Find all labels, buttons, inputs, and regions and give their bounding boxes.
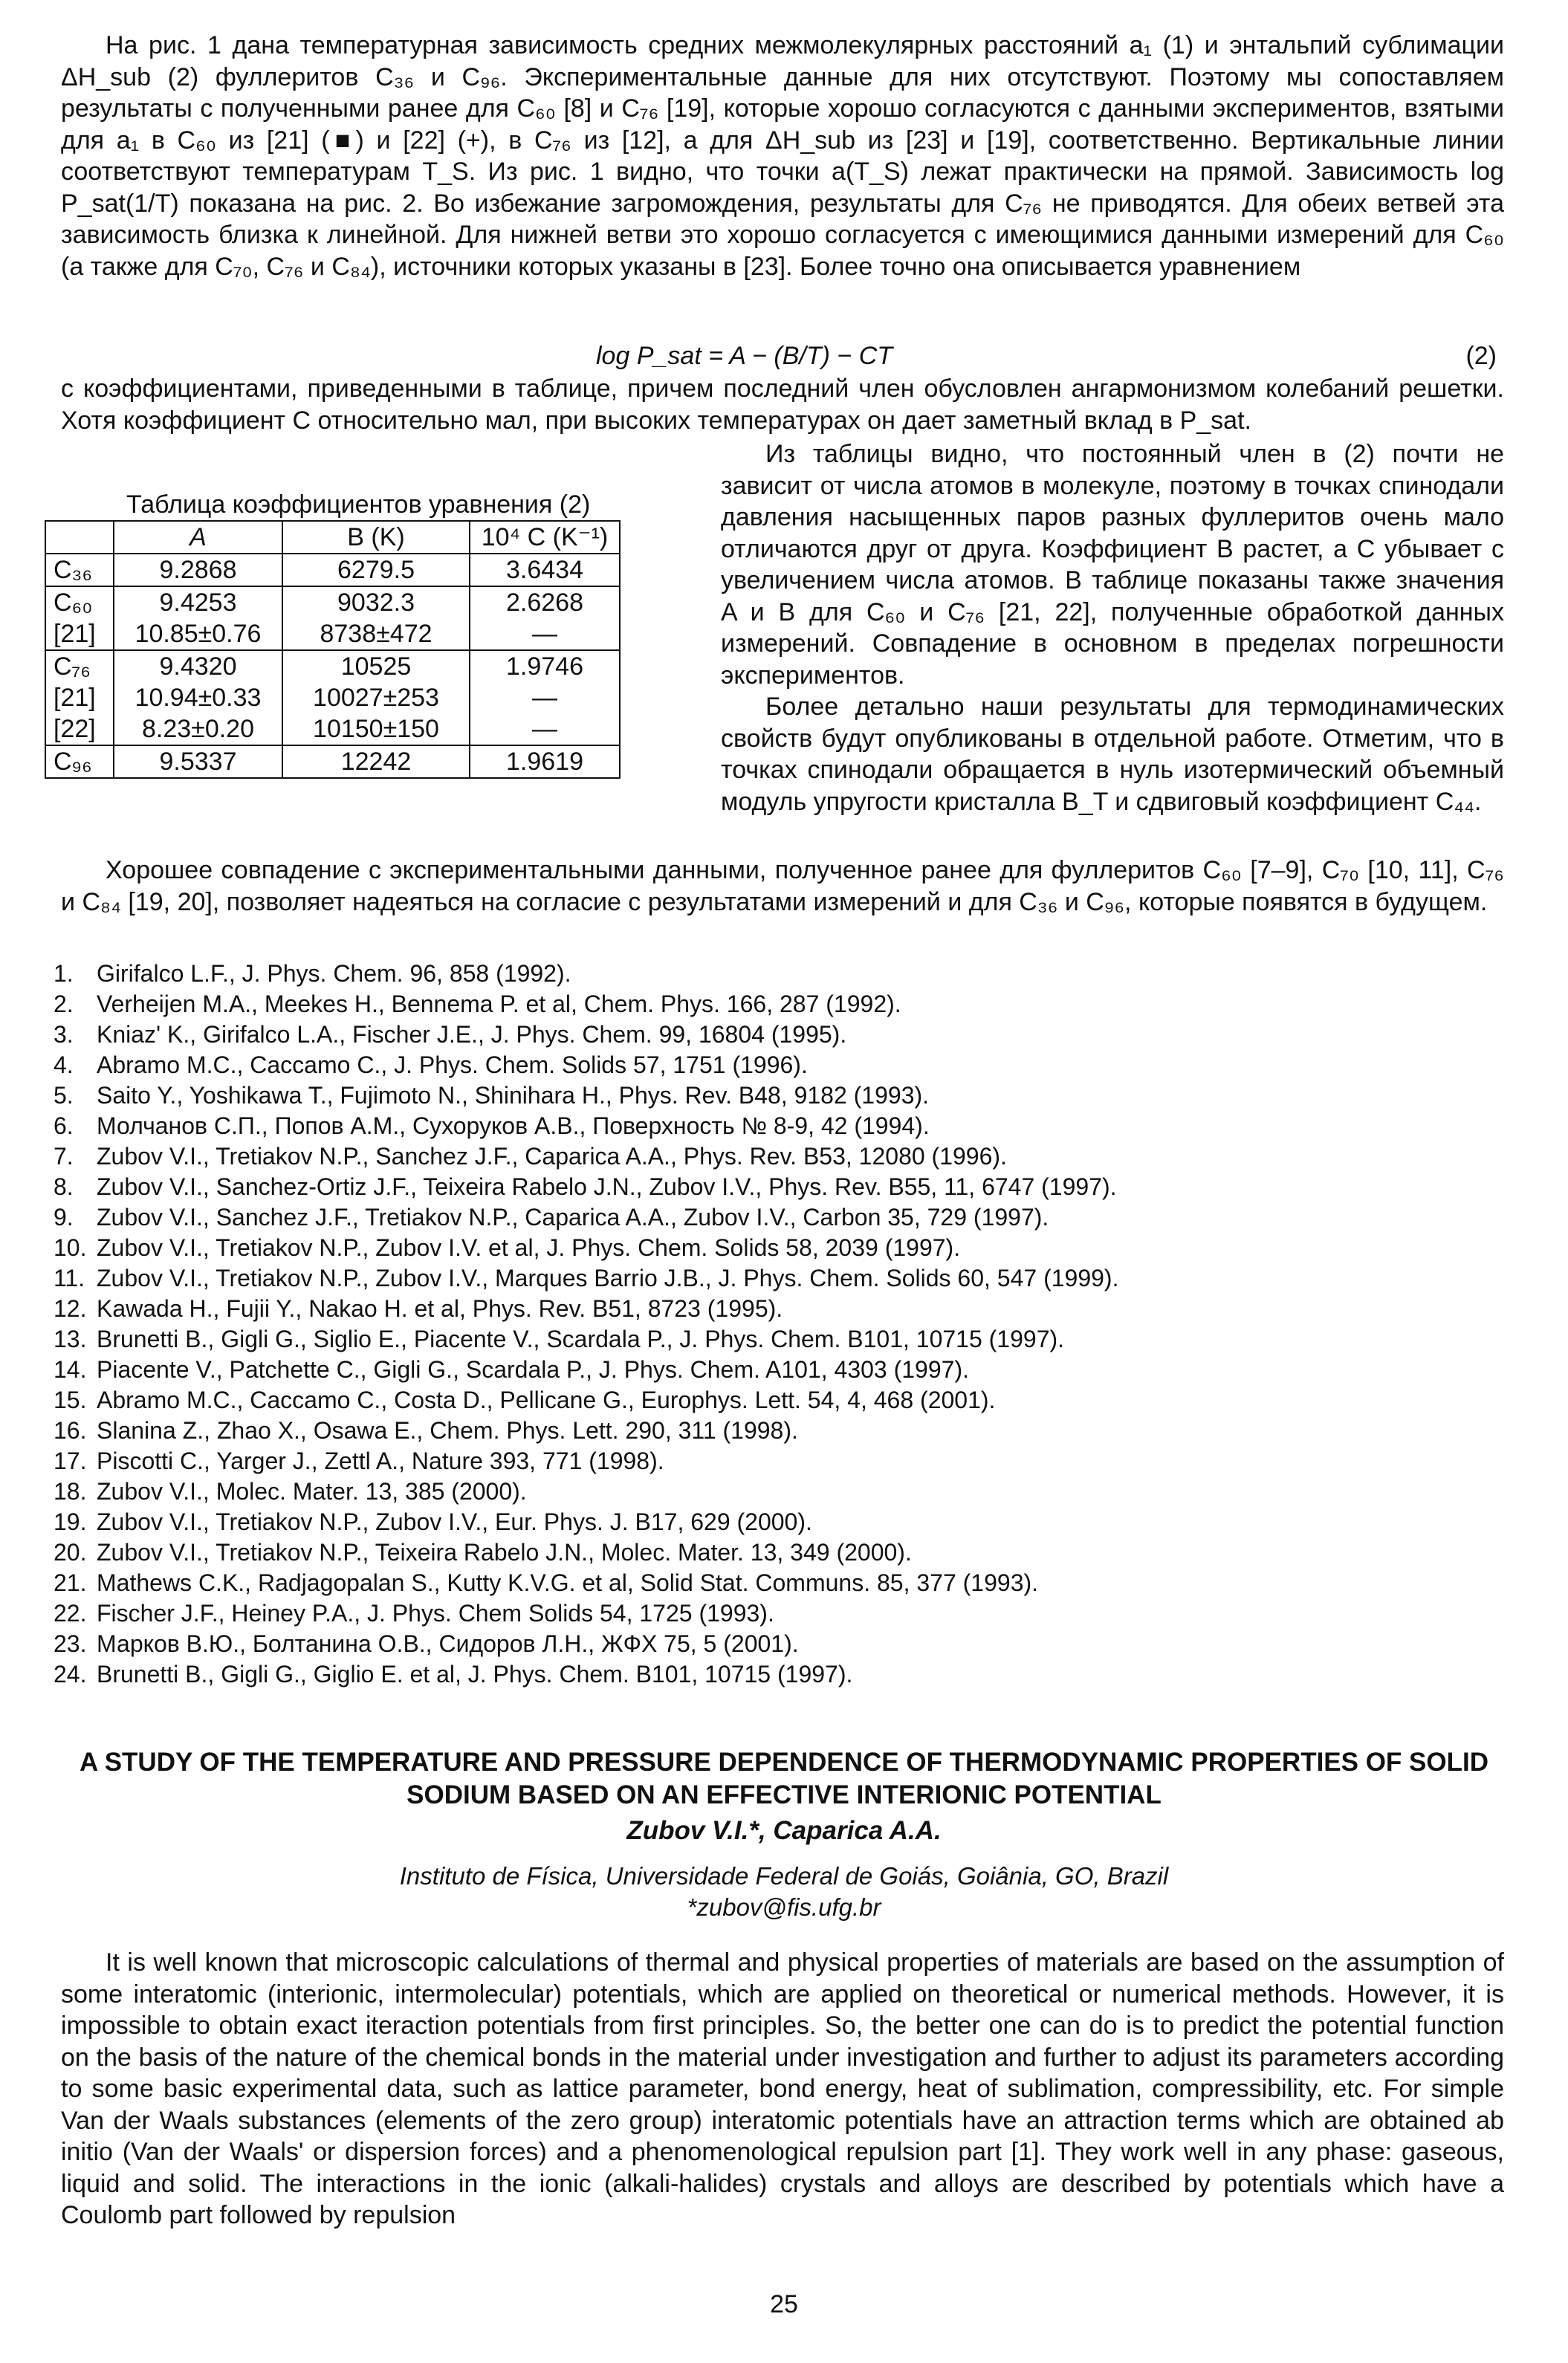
list-item: 18. Zubov V.I., Molec. Mater. 13, 385 (2000). [54,1478,527,1505]
page-number: 25 [770,2290,798,2318]
coefficients-table [45,520,621,779]
table-cell: C₉₆ [45,745,114,778]
list-item: 13. Brunetti B., Gigli G., Siglio E., Piacente V., Scardala P., J. Phys. Chem. B101, 10715 (1997). [54,1326,1065,1352]
table-cell: 9.4320 [114,650,282,682]
table-cell: 12242 [282,745,470,778]
list-item: 2. Verheijen M.A., Meekes H., Bennema P. et al, Chem. Phys. 166, 287 (1992). [54,991,901,1017]
reference-list [54,959,1118,1690]
list-item: 22. Fischer J.F., Heiney P.A., J. Phys. Chem Solids 54, 1725 (1993). [54,1600,774,1627]
affiliation-text: Instituto de Física, Universidade Federal de Goiás, Goiânia, GO, Brazil [399,1862,1169,1890]
table-cell: [21] [45,682,114,713]
table-cell: 8.23±0.20 [114,713,282,745]
list-item: 11. Zubov V.I., Tretiakov N.P., Zubov I.V., Marques Barrio J.B., J. Phys. Chem. Solids 60, 547 (1999). [54,1265,1119,1291]
list-item: 17. Piscotti C., Yarger J., Zettl A., Nature 393, 771 (1998). [54,1448,664,1474]
list-item: 10. Zubov V.I., Tretiakov N.P., Zubov I.V. et al, J. Phys. Chem. Solids 58, 2039 (1997). [54,1234,961,1261]
list-item: 20. Zubov V.I., Tretiakov N.P., Teixeira Rabelo J.N., Molec. Mater. 13, 349 (2000). [54,1539,912,1566]
table-cell: 9.4253 [114,586,282,618]
table-cell: 10150±150 [282,713,470,745]
table-cell: 2.6268 [470,586,620,618]
table-row [45,618,620,650]
list-item: 6. Молчанов С.П., Попов А.М., Сухоруков А.В., Поверхность № 8-9, 42 (1994). [54,1112,930,1139]
table-cell: 9.5337 [114,745,282,778]
list-item: 15. Abramo M.C., Caccamo C., Costa D., Pellicane G., Europhys. Lett. 54, 4, 468 (2001). [54,1387,996,1413]
table-cell: 3.6434 [470,554,620,586]
table-cell: C₇₆ [45,650,114,682]
table-row [45,713,620,745]
table-cell: [22] [45,713,114,745]
table-header-row [45,521,620,554]
table-cell: 9032.3 [282,586,470,618]
list-item: 19. Zubov V.I., Tretiakov N.P., Zubov I.V., Eur. Phys. J. B17, 629 (2000). [54,1508,812,1535]
table-cell: — [470,713,620,745]
list-item: 21. Mathews C.K., Radjagopalan S., Kutty K.V.G. et al, Solid Stat. Communs. 85, 377 (1993). [54,1569,1039,1596]
table-caption: Таблица коэффициентов уравнения (2) [126,490,591,519]
table-cell: [21] [45,618,114,650]
paragraph-after-equation: с коэффициентами, приведенными в таблице, причем последний член обусловлен ангармонизмом колебаний решетки. Хотя коэффициент C относительно мал, при высоких температурах он дает заметный вклад в P_sat. [61,375,1504,435]
table-cell: 6279.5 [282,554,470,586]
table-row [45,554,620,586]
table-cell: 1.9619 [470,745,620,778]
table-header-cell: A [114,521,282,554]
table-row [45,745,620,778]
table-header-cell: B (K) [282,521,470,554]
equation: log P_sat = A − (B/T) − CT [596,342,893,370]
list-item: 4. Abramo M.C., Caccamo C., J. Phys. Chem. Solids 57, 1751 (1996). [54,1051,808,1078]
equation-number: (2) [1465,342,1497,370]
table-cell: 10.85±0.76 [114,618,282,650]
article-affiliation [0,1861,1568,1923]
table-cell: 10525 [282,650,470,682]
table-cell: 10027±253 [282,682,470,713]
list-item: 7. Zubov V.I., Tretiakov N.P., Sanchez J.F., Caparica A.A., Phys. Rev. B53, 12080 (1996). [54,1143,1007,1170]
list-item: 24. Brunetti B., Gigli G., Giglio E. et al, J. Phys. Chem. B101, 10715 (1997). [54,1661,853,1688]
author-email: *zubov@fis.ufg.br [687,1893,881,1921]
table-cell: — [470,682,620,713]
table-cell: — [470,618,620,650]
list-item: 8. Zubov V.I., Sanchez-Ortiz J.F., Teixeira Rabelo J.N., Zubov I.V., Phys. Rev. B55, 11, 6747 (1997). [54,1173,1117,1200]
list-item: 1. Girifalco L.F., J. Phys. Chem. 96, 858 (1992). [54,960,571,987]
list-item: 5. Saito Y., Yoshikawa T., Fujimoto N., Shinihara H., Phys. Rev. B48, 9182 (1993). [54,1082,930,1109]
list-item: 16. Slanina Z., Zhao X., Osawa E., Chem. Phys. Lett. 290, 311 (1998). [54,1417,798,1444]
list-item: 9. Zubov V.I., Sanchez J.F., Tretiakov N.P., Caparica A.A., Zubov I.V., Carbon 35, 729 (1997). [54,1204,1049,1231]
table-cell: 1.9746 [470,650,620,682]
list-item: 23. Марков В.Ю., Болтанина О.В., Сидоров Л.Н., ЖФХ 75, 5 (2001). [54,1630,799,1657]
list-item: 14. Piacente V., Patchette C., Gigli G., Scardala P., J. Phys. Chem. A101, 4303 (1997). [54,1356,969,1383]
table-cell: 10.94±0.33 [114,682,282,713]
list-item: 3. Kniaz' K., Girifalco L.A., Fischer J.E., J. Phys. Chem. 99, 16804 (1995). [54,1021,847,1048]
table-row [45,682,620,713]
table-cell: C₆₀ [45,586,114,618]
table-row [45,650,620,682]
table-cell: C₃₆ [45,554,114,586]
table-cell: 8738±472 [282,618,470,650]
list-item: 12. Kawada H., Fujii Y., Nakao H. et al, Phys. Rev. B51, 8723 (1995). [54,1295,783,1322]
abstract: It is well known that microscopic calculations of thermal and physical properties of materials are based on the assumption of some interatomic (interionic, intermolecular) potentials, which are applied on theoretical or numerical methods. However, it is impossible to obtain exact iteraction potentials from first principles. So, the better one can do is to predict the potential function on the basis of the nature of the chemical bonds in the material under investigation and further to adjust its parameters according to some basic experimental data, such as lattice parameter, bond energy, heat of sublimation, compressibility, etc. For simple Van der Waals substances (elements of the zero group) interatomic potentials have an attraction terms which are obtained ab initio (Van der Waals' or dispersion forces) and a phenomenological repulsion part [1]. They work well in any phase: gaseous, liquid and solid. The interactions in the ionic (alkali-halides) crystals and alloys are described by potentials which have a Coulomb part followed by repulsion [61,1948,1504,2229]
table-cell: 9.2868 [114,554,282,586]
article-title: A STUDY OF THE TEMPERATURE AND PRESSURE DEPENDENCE OF THERMODYNAMIC PROPERTIES OF SOLID SODIUM BASED ON AN EFFECTIVE INTERIONIC POTENTIAL [80,1748,1488,1809]
paragraph-conclusion: Хорошее совпадение с экспериментальными данными, полученное ранее для фуллеритов C₆₀ [7–9], C₇₀ [10, 11], C₇₆ и C₈₄ [19, 20], позволяет надеяться на согласие с результатами измерений и для C₃₆ и C₉₆, которые появятся в будущем. [61,856,1504,916]
right-column-text: Из таблицы видно, что постоянный член в (2) почти не зависит от числа атомов в молекуле, поэтому в точках спинодали давления насыщенных паров разных фуллеритов очень мало отличаются друг от друга. Коэффициент B растет, а C убывает с увеличением числа атомов. В таблице показаны также значения A и B для C₆₀ и C₇₆ [21, 22], полученные обработкой данных измерений. Совпадение в основном в пределах погрешности экспериментов. Более детально наши результаты для термодинамических свойств будут опубликованы в отдельной работе. Отметим, что в точках спинодали обращается в нуль изотермический объемный модуль упругости кристалла B_T и сдвиговый коэффициент C₄₄. [721,440,1504,816]
article-authors: Zubov V.I.*, Caparica A.A. [626,1816,942,1845]
equation-row [61,340,1504,373]
paragraph-intro: На рис. 1 дана температурная зависимость средних межмолекулярных расстояний a₁ (1) и энтальпий сублимации ΔH_sub (2) фуллеритов C₃₆ и C₉₆. Экспериментальные данные для них отсутствуют. Поэтому мы сопоставляем результаты с полученными ранее для C₆₀ [8] и C₇₆ [19], которые хорошо согласуются с данными экспериментов, взятыми для a₁ в C₆₀ из [21] (■) и [22] (+), в C₇₆ из [12], а для ΔH_sub из [23] и [19], соответственно. Вертикальные линии соответствуют температурам T_S. Из рис. 1 видно, что точки a(T_S) лежат практически на прямой. Зависимость log P_sat(1/T) показана на рис. 2. Во избежание загромождения, результаты для C₇₆ не приводятся. Для обеих ветвей эта зависимость близка к линейной. Для нижней ветви это хорошо согласуется с имеющимися данными измерений для C₆₀ (а также для C₇₀, C₇₆ и C₈₄), источники которых указаны в [23]. Более точно она описывается уравнением [61,31,1504,281]
table-row [45,586,620,618]
table-header-cell [45,521,114,554]
table-header-cell: 10⁴ C (K⁻¹) [470,521,620,554]
